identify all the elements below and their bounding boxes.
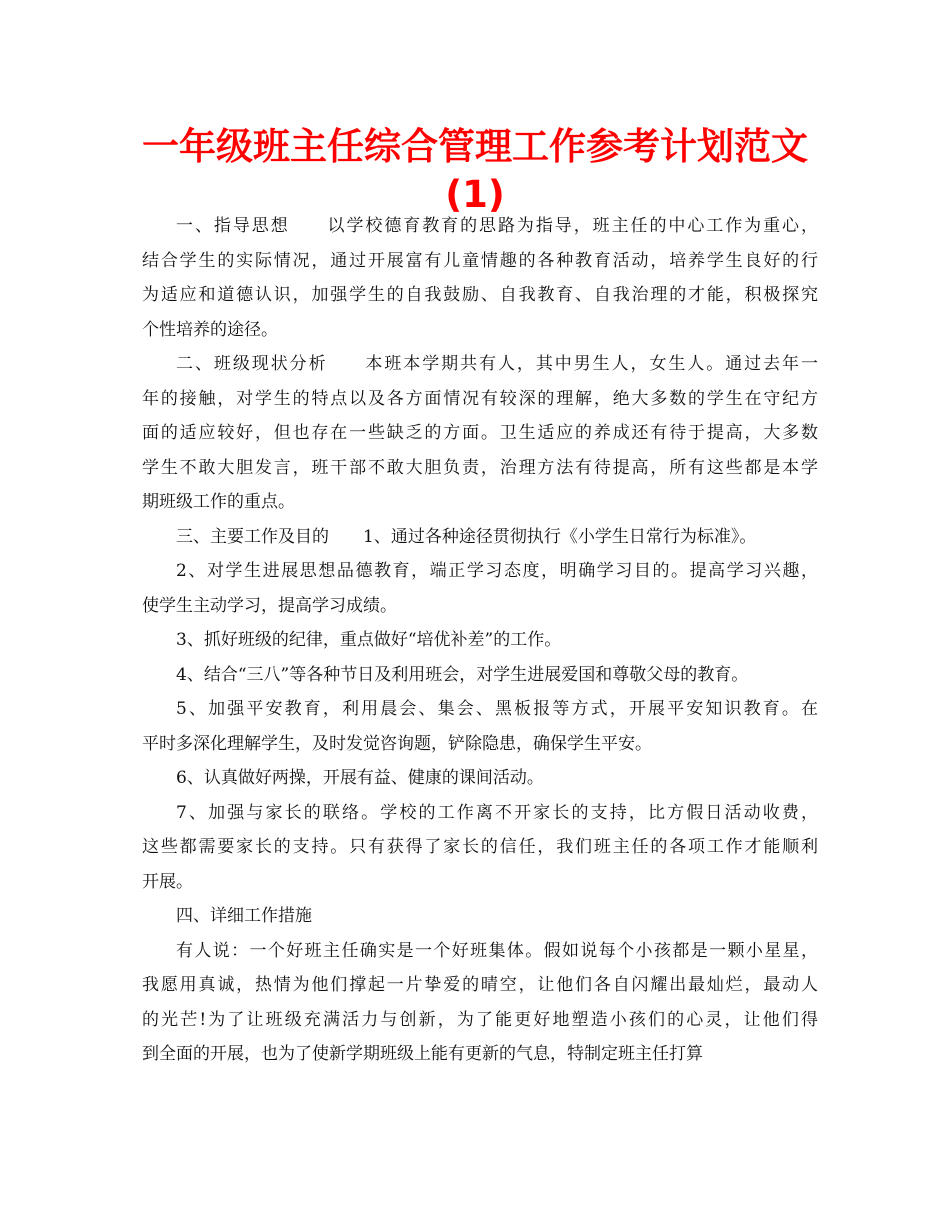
text-line: 一、指导思想 以学校德育教育的思路为指导，班主任的中心工作为重心， (176, 216, 818, 236)
text-line: 到全面的开展，也为了使新学期班级上能有更新的气息，特制定班主任打算 (142, 1044, 703, 1064)
text-line: 5、加强平安教育，利用晨会、集会、黑板报等方式，开展平安知识教育。在 (176, 699, 818, 719)
text-line: 2、对学生进展思想品德教育，端正学习态度，明确学习目的。提高学习兴趣， (176, 561, 818, 581)
paragraph (142, 347, 818, 520)
text-line: 使学生主动学习，提高学习成绩。 (142, 595, 397, 616)
text-line: 6、认真做好两操，开展有益、健康的课间活动。 (176, 768, 544, 788)
paragraph (142, 520, 818, 555)
text-line: 3、抓好班级的纪律，重点做好“培优补差”的工作。 (176, 630, 562, 650)
text-line: 三、主要工作及目的 1、通过各种途径贯彻执行《小学生日常行为标准》。 (176, 526, 757, 547)
document-body (142, 209, 818, 1072)
text-line: 个性培养的途径。 (142, 319, 278, 340)
text-line: 4、结合“三八”等各种节日及利用班会，对学生进展爱国和尊敬父母的教育。 (176, 664, 749, 685)
paragraph (142, 796, 818, 900)
text-line: 开展。 (142, 871, 193, 892)
text-line: 四、详细工作措施 (176, 906, 312, 926)
text-line: 有人说：一个好班主任确实是一个好班集体。假如说每个小孩都是一颗小星星， (176, 940, 818, 961)
text-line: 我愿用真诚，热情为他们撑起一片挚爱的晴空，让他们各自闪耀出最灿烂，最动人 (142, 975, 818, 995)
paragraph (142, 658, 818, 693)
text-line: 这些都需要家长的支持。只有获得了家长的信任，我们班主任的各项工作才能顺利 (142, 837, 818, 857)
text-line: 平时多深化理解学生，及时发觉咨询题，铲除隐患，确保学生平安。 (142, 733, 652, 754)
paragraph (142, 209, 818, 347)
text-line: 二、班级现状分析 本班本学期共有人，其中男生人，女生人。通过去年一 (176, 354, 818, 374)
text-line: 年的接触，对学生的特点以及各方面情况有较深的理解，绝大多数的学生在守纪方 (142, 388, 818, 409)
text-line: 面的适应较好，但也存在一些缺乏的方面。卫生适应的养成还有待于提高，大多数 (142, 423, 818, 443)
document-title: 一年级班主任综合管理工作参考计划范文 (142, 125, 808, 168)
document-title-suffix: (1) (445, 173, 505, 216)
paragraph (142, 692, 818, 761)
text-line: 期班级工作的重点。 (142, 492, 295, 512)
paragraph (142, 934, 818, 1072)
paragraph (142, 623, 818, 658)
paragraph (142, 899, 818, 934)
text-line: 学生不敢大胆发言，班干部不敢大胆负责，治理方法有待提高，所有这些都是本学 (142, 457, 818, 478)
paragraph (142, 761, 818, 796)
text-line: 结合学生的实际情况，通过开展富有儿童情趣的各种教育活动，培养学生良好的行 (142, 250, 818, 271)
text-line: 7、加强与家长的联络。学校的工作离不开家长的支持，比方假日活动收费， (176, 802, 818, 823)
paragraph (142, 554, 818, 623)
text-line: 为适应和道德认识，加强学生的自我鼓励、自我教育、自我治理的才能，积极探究 (142, 285, 818, 305)
text-line: 的光芒!为了让班级充满活力与创新，为了能更好地塑造小孩们的心灵，让他们得 (142, 1009, 818, 1030)
